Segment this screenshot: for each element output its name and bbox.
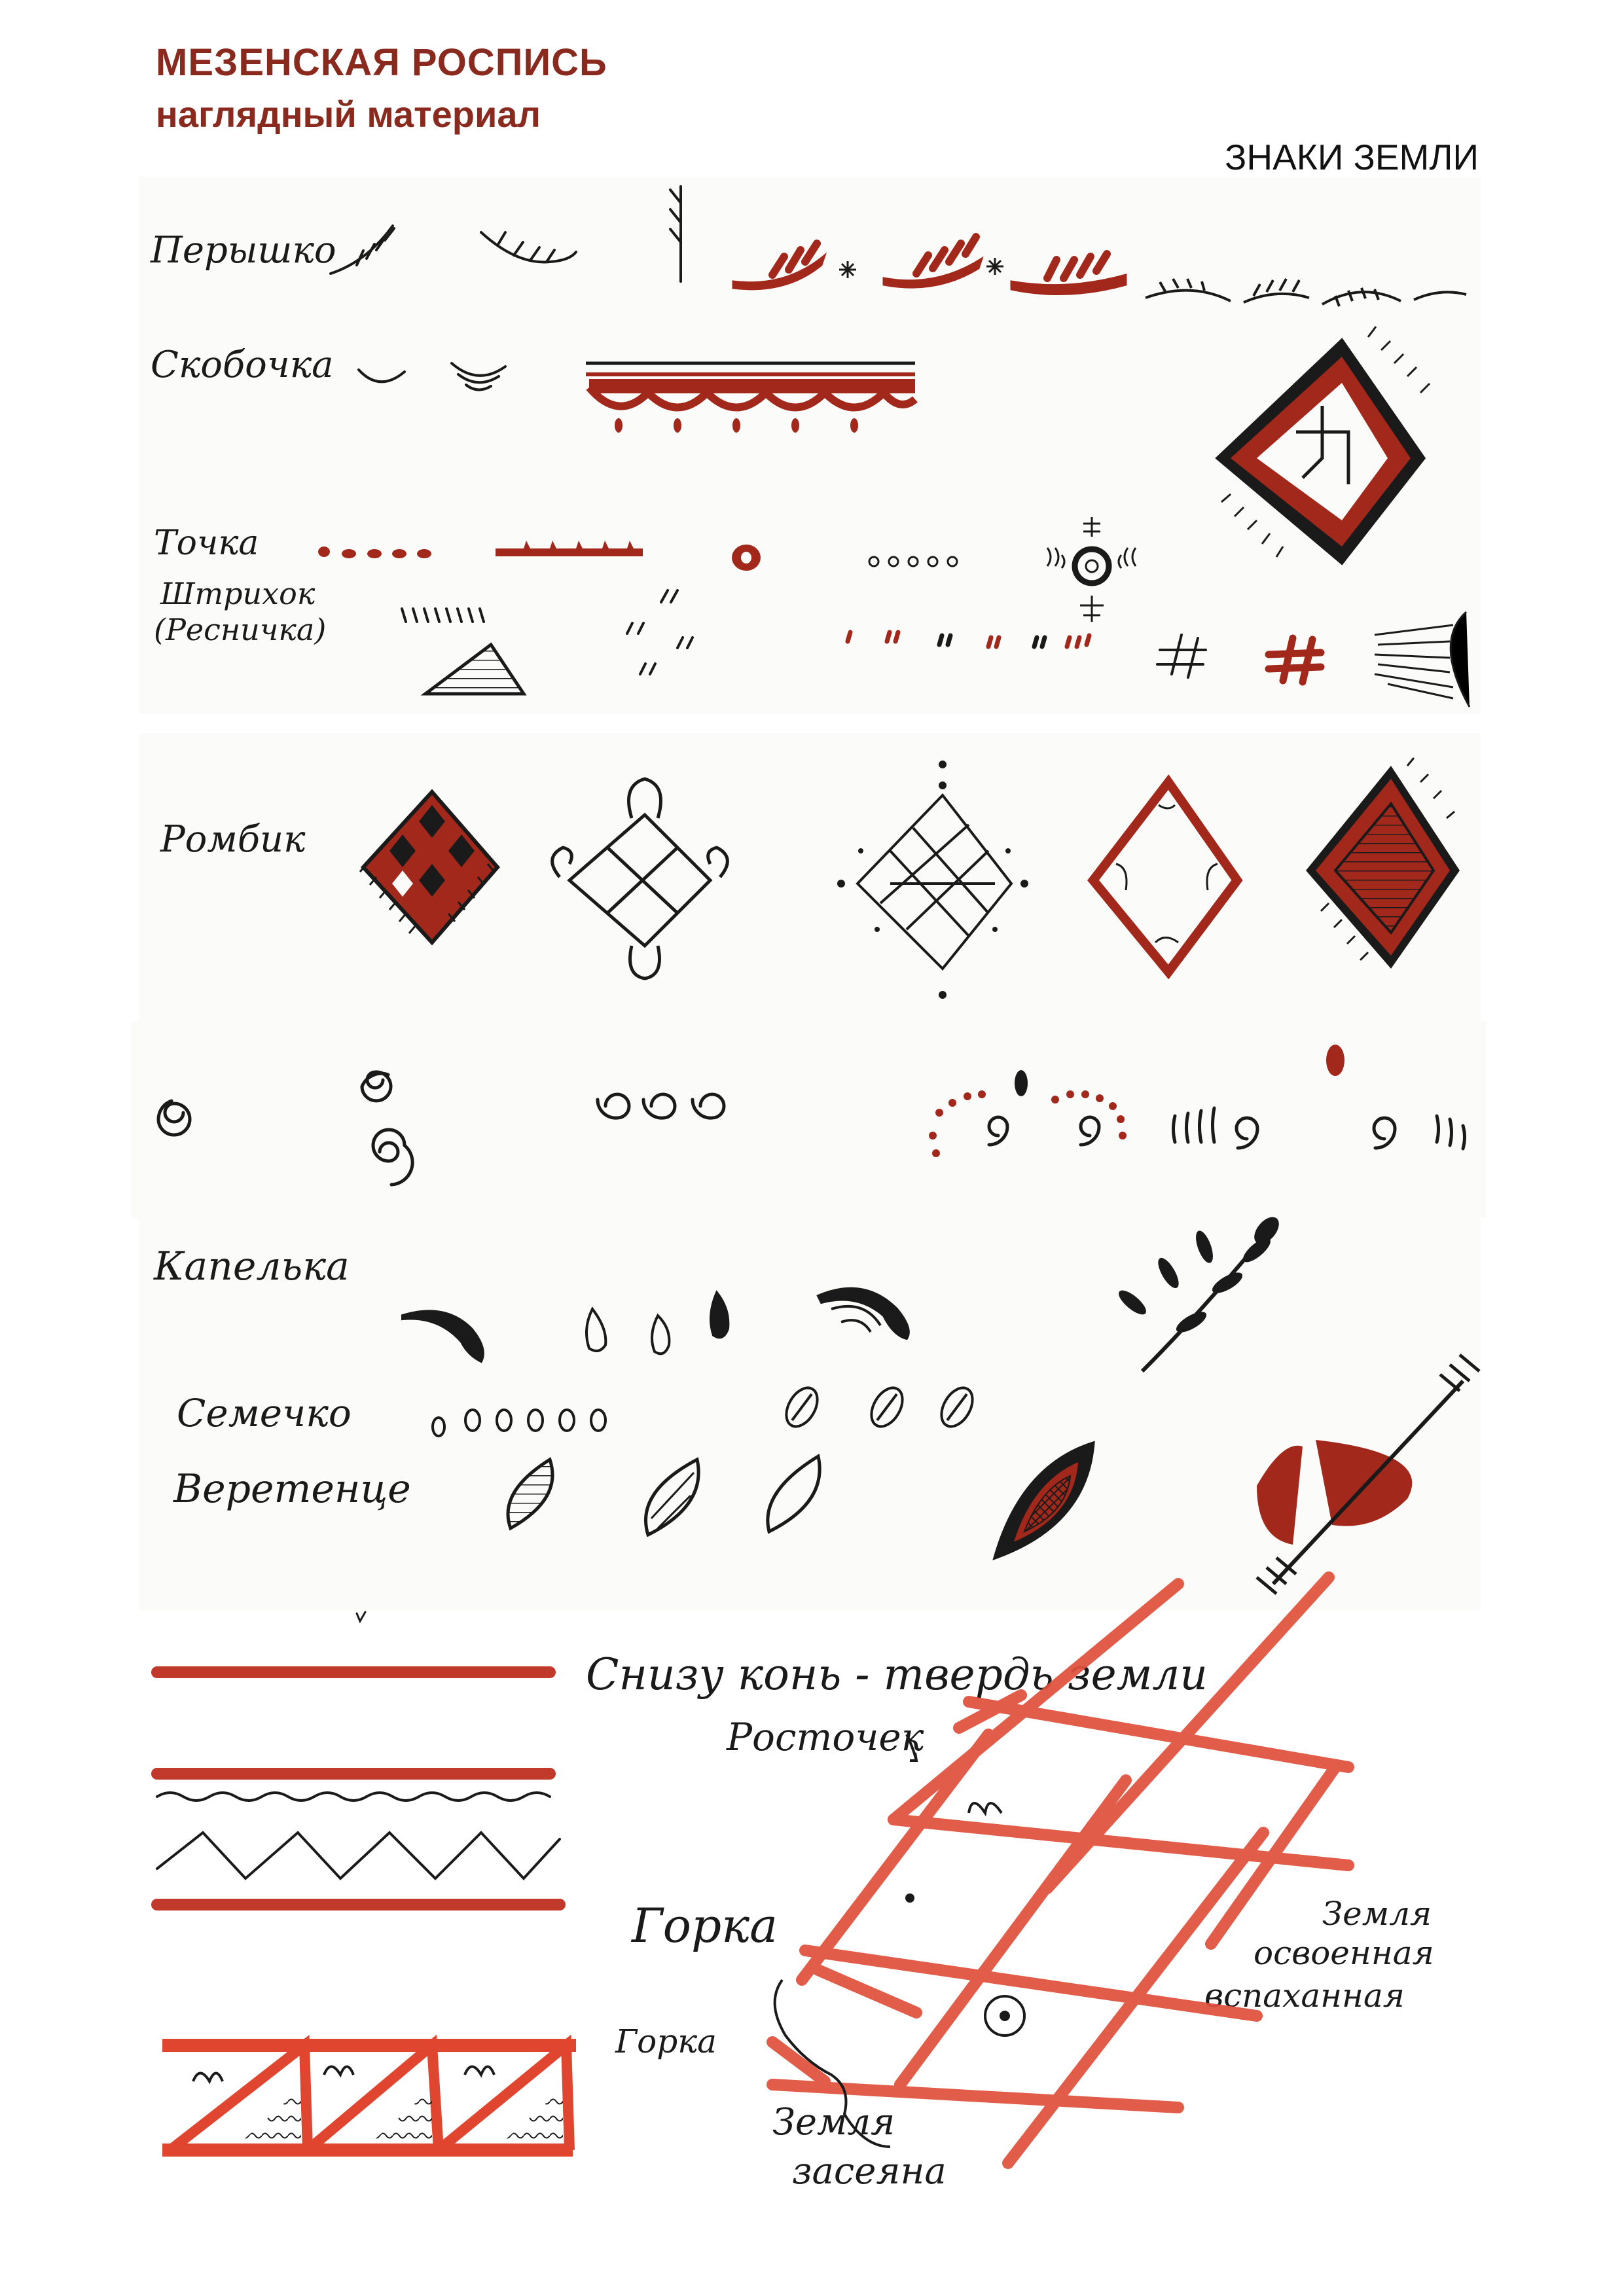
- triangle-hatch: [425, 645, 524, 694]
- label-kapelka: Капелька: [154, 1244, 350, 1289]
- branch-icon: [1115, 1213, 1284, 1371]
- label-resnichka: (Ресничка): [154, 612, 327, 647]
- label-semechko: Семечко: [177, 1391, 352, 1435]
- drop-accent: [1015, 1070, 1028, 1096]
- label-vereteno: Веретенце: [173, 1466, 411, 1512]
- fan-lines: [1375, 612, 1470, 707]
- dot-row: [318, 541, 761, 571]
- label-zemlya-1c: вспаханная: [1204, 1977, 1405, 2015]
- stroke-hatch-row: [402, 590, 693, 674]
- hash-signs: [1157, 635, 1321, 682]
- label-rostochek: Росточек: [727, 1715, 924, 1759]
- label-gorka-1: Горка: [632, 1898, 778, 1953]
- page-subtitle: наглядный материал: [156, 94, 541, 135]
- feather-row: [331, 187, 681, 281]
- big-diamond-ornament: [1218, 327, 1430, 563]
- label-zemlya-1b: освоенная: [1254, 1934, 1434, 1972]
- hill-band: [162, 2045, 576, 2150]
- feather-border-black: [1146, 279, 1466, 306]
- stroke-pairs: [848, 632, 1089, 647]
- rhombus-2: [552, 779, 728, 978]
- bracket-border: [586, 363, 915, 433]
- earth-lines: [157, 1612, 560, 1905]
- label-zemlya-2b: засеяна: [792, 2150, 947, 2193]
- spiral-red-dots: [929, 1045, 1344, 1157]
- rhombus-5: [1306, 758, 1460, 969]
- label-snizu: Снизу конь - твердь земли: [586, 1649, 1208, 1700]
- red-feather-border: [733, 237, 1126, 295]
- bracket-samples: [359, 363, 505, 390]
- label-skobochka: Скобочка: [151, 344, 334, 386]
- seed-row: [433, 1382, 979, 1436]
- drop-row: [403, 1289, 909, 1361]
- rhombus-4: [1093, 782, 1237, 972]
- rhombus-1: [360, 792, 497, 942]
- sun-ornament: [1047, 517, 1136, 622]
- label-tochka: Точка: [154, 524, 259, 563]
- label-gorka-2: Горка: [615, 2022, 717, 2060]
- label-zemlya-2: Земля: [772, 2101, 895, 2144]
- section-title: ЗНАКИ ЗЕМЛИ: [1225, 137, 1479, 177]
- spiral-row: [158, 1072, 1465, 1185]
- ring-dot-center: [741, 552, 751, 564]
- earth-grid: [772, 1577, 1348, 2163]
- cut-diamond: [1257, 1355, 1479, 1594]
- label-zemlya-1: Земля: [1322, 1895, 1432, 1933]
- label-shtrikhok: Штрихок: [160, 576, 316, 611]
- small-circles: [869, 557, 957, 566]
- label-pero: Перышко: [151, 229, 336, 272]
- label-rombik: Ромбик: [160, 818, 306, 861]
- spindle-row: [508, 1443, 1093, 1558]
- rhombus-3: [837, 761, 1028, 999]
- page-title: МЕЗЕНСКАЯ РОСПИСЬ: [156, 41, 607, 84]
